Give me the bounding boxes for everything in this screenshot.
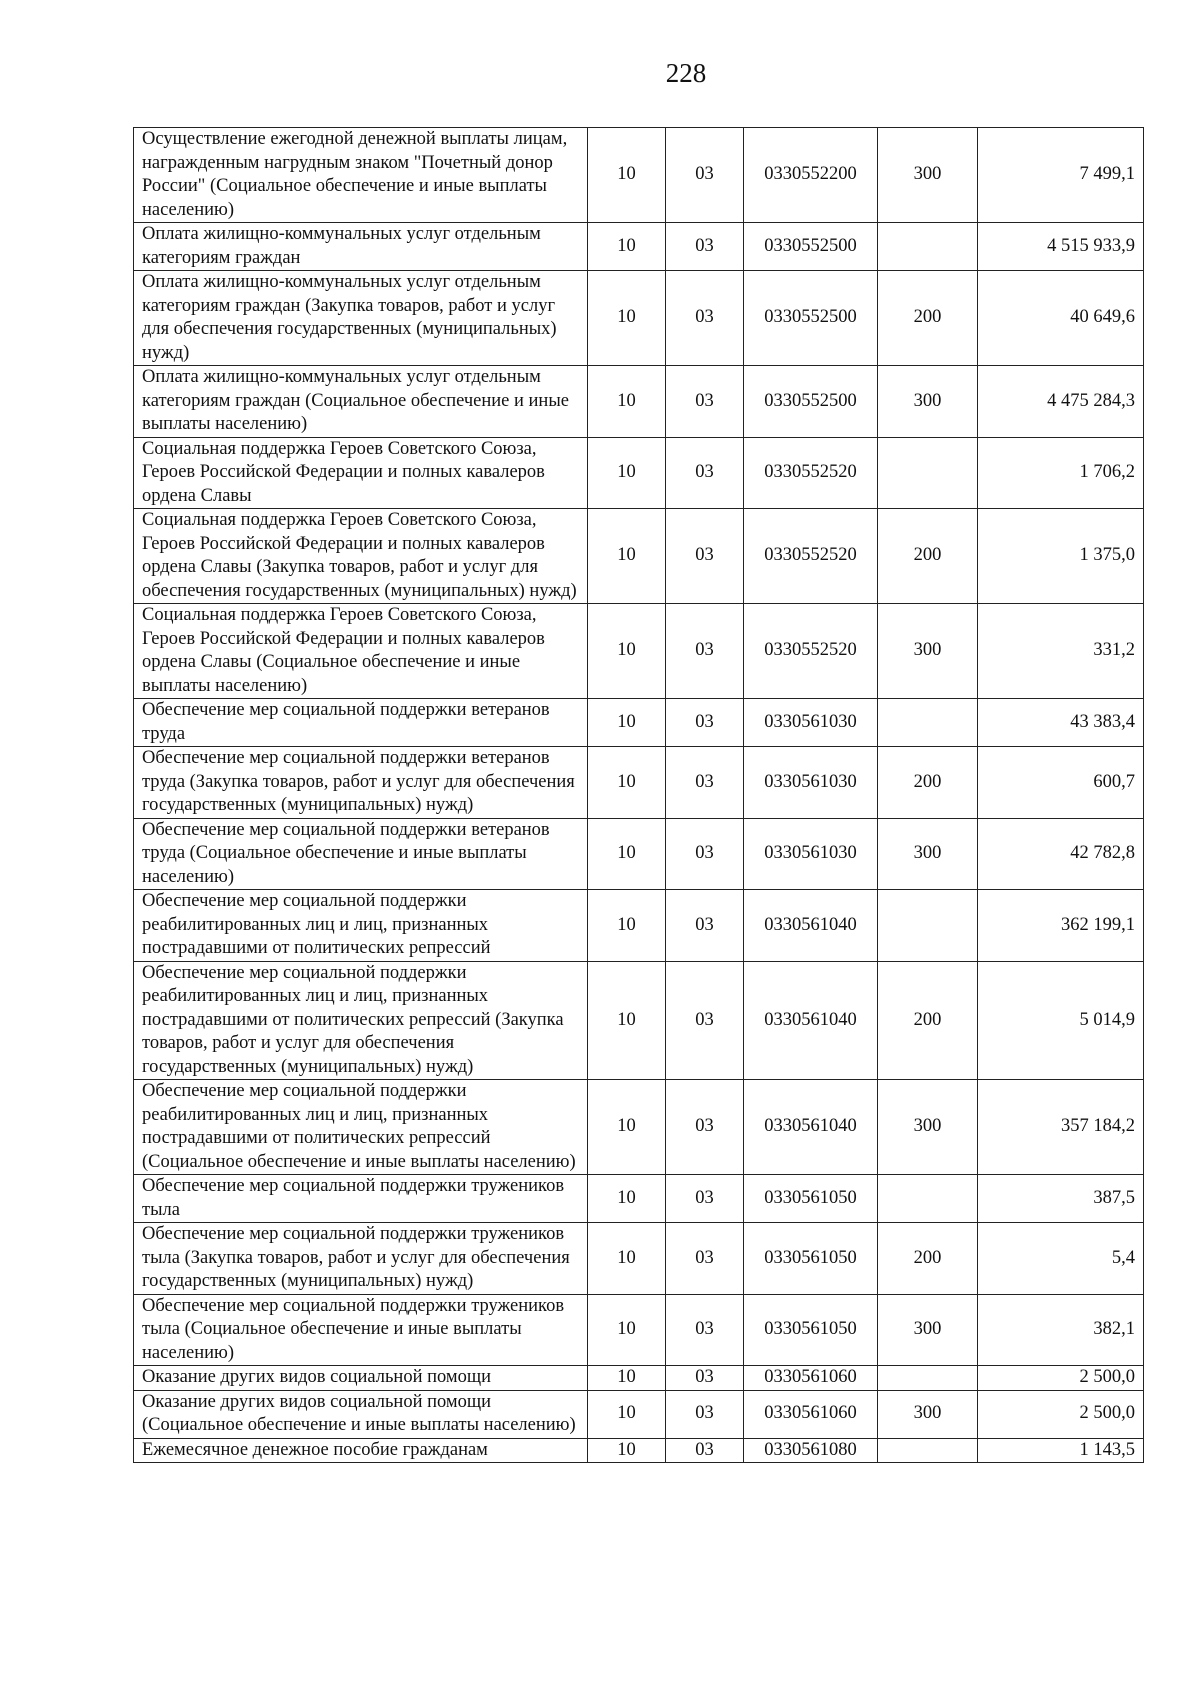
amount-cell: 43 383,4 [978,699,1144,747]
expense-type-cell [878,1366,978,1391]
target-article-cell: 0330561080 [744,1438,878,1463]
page-number: 228 [665,58,707,88]
amount-cell: 5 014,9 [978,961,1144,1080]
expense-name-cell: Обеспечение мер социальной поддержки ветеранов труда (Социальное обеспечение и иные выплаты населению) [134,818,588,890]
section-code-cell: 10 [588,699,666,747]
table-row [134,1223,1144,1295]
table-row [134,437,1144,509]
amount-cell: 7 499,1 [978,128,1144,223]
target-article-cell: 0330561030 [744,699,878,747]
expense-name-cell: Оплата жилищно-коммунальных услуг отдельным категориям граждан [134,223,588,271]
target-article-cell: 0330552520 [744,604,878,699]
section-code-cell: 10 [588,1366,666,1391]
expense-name-cell: Осуществление ежегодной денежной выплаты лицам, награжденным нагрудным знаком "Почетный донор России" (Социальное обеспечение и иные выплаты населению) [134,128,588,223]
target-article-cell: 0330561040 [744,961,878,1080]
target-article-cell: 0330561040 [744,890,878,962]
amount-cell: 2 500,0 [978,1366,1144,1391]
section-code-cell: 10 [588,128,666,223]
amount-cell: 1 706,2 [978,437,1144,509]
expense-type-cell: 300 [878,1294,978,1366]
subsection-code-cell: 03 [666,961,744,1080]
subsection-code-cell: 03 [666,1080,744,1175]
subsection-code-cell: 03 [666,604,744,699]
amount-cell: 387,5 [978,1175,1144,1223]
amount-cell: 331,2 [978,604,1144,699]
section-code-cell: 10 [588,437,666,509]
table-row [134,890,1144,962]
section-code-cell: 10 [588,604,666,699]
table-row [134,604,1144,699]
amount-cell: 382,1 [978,1294,1144,1366]
expense-name-cell: Обеспечение мер социальной поддержки реабилитированных лиц и лиц, признанных пострадавшими от политических репрессий (Социальное обеспечение и иные выплаты населению) [134,1080,588,1175]
expense-name-cell: Социальная поддержка Героев Советского Союза, Героев Российской Федерации и полных кавалеров ордена Славы (Закупка товаров, работ и услуг для обеспечения государственных (муниципальных) нужд) [134,509,588,604]
target-article-cell: 0330561030 [744,818,878,890]
expense-name-cell: Обеспечение мер социальной поддержки тружеников тыла [134,1175,588,1223]
amount-cell: 4 515 933,9 [978,223,1144,271]
section-code-cell: 10 [588,1080,666,1175]
expense-name-cell: Оказание других видов социальной помощи [134,1366,588,1391]
amount-cell: 2 500,0 [978,1390,1144,1438]
expense-name-cell: Оплата жилищно-коммунальных услуг отдельным категориям граждан (Социальное обеспечение и иные выплаты населению) [134,366,588,438]
table-row [134,128,1144,223]
amount-cell: 600,7 [978,747,1144,819]
expense-type-cell: 300 [878,604,978,699]
target-article-cell: 0330561050 [744,1294,878,1366]
expense-name-cell: Обеспечение мер социальной поддержки ветеранов труда (Закупка товаров, работ и услуг для обеспечения государственных (муниципальных) нужд) [134,747,588,819]
expense-name-cell: Обеспечение мер социальной поддержки тружеников тыла (Закупка товаров, работ и услуг для обеспечения государственных (муниципальных) нужд) [134,1223,588,1295]
table-row [134,818,1144,890]
budget-table-body [134,128,1144,1463]
expense-type-cell: 300 [878,1080,978,1175]
section-code-cell: 10 [588,1438,666,1463]
target-article-cell: 0330561060 [744,1390,878,1438]
expense-name-cell: Социальная поддержка Героев Советского Союза, Героев Российской Федерации и полных кавалеров ордена Славы (Социальное обеспечение и иные выплаты населению) [134,604,588,699]
target-article-cell: 0330561050 [744,1175,878,1223]
subsection-code-cell: 03 [666,128,744,223]
target-article-cell: 0330552500 [744,223,878,271]
amount-cell: 4 475 284,3 [978,366,1144,438]
subsection-code-cell: 03 [666,818,744,890]
expense-name-cell: Обеспечение мер социальной поддержки тружеников тыла (Социальное обеспечение и иные выплаты населению) [134,1294,588,1366]
amount-cell: 1 143,5 [978,1438,1144,1463]
section-code-cell: 10 [588,509,666,604]
expense-type-cell: 200 [878,961,978,1080]
expense-name-cell: Оказание других видов социальной помощи (Социальное обеспечение и иные выплаты населению) [134,1390,588,1438]
subsection-code-cell: 03 [666,1366,744,1391]
expense-type-cell [878,437,978,509]
amount-cell: 5,4 [978,1223,1144,1295]
subsection-code-cell: 03 [666,1223,744,1295]
subsection-code-cell: 03 [666,223,744,271]
expense-type-cell [878,1438,978,1463]
subsection-code-cell: 03 [666,1390,744,1438]
amount-cell: 357 184,2 [978,1080,1144,1175]
expense-type-cell [878,699,978,747]
amount-cell: 362 199,1 [978,890,1144,962]
section-code-cell: 10 [588,1390,666,1438]
expense-name-cell: Обеспечение мер социальной поддержки ветеранов труда [134,699,588,747]
table-row [134,1438,1144,1463]
table-row [134,747,1144,819]
section-code-cell: 10 [588,1223,666,1295]
section-code-cell: 10 [588,1175,666,1223]
expense-name-cell: Оплата жилищно-коммунальных услуг отдельным категориям граждан (Закупка товаров, работ и услуг для обеспечения государственных (муниципальных) нужд) [134,271,588,366]
table-row [134,271,1144,366]
expense-type-cell: 200 [878,509,978,604]
table-row [134,1175,1144,1223]
target-article-cell: 0330552500 [744,271,878,366]
amount-cell: 42 782,8 [978,818,1144,890]
amount-cell: 1 375,0 [978,509,1144,604]
expense-type-cell: 200 [878,1223,978,1295]
section-code-cell: 10 [588,271,666,366]
section-code-cell: 10 [588,890,666,962]
target-article-cell: 0330561050 [744,1223,878,1295]
table-row [134,961,1144,1080]
section-code-cell: 10 [588,366,666,438]
table-row [134,509,1144,604]
table-row [134,1080,1144,1175]
subsection-code-cell: 03 [666,747,744,819]
expense-name-cell: Ежемесячное денежное пособие гражданам [134,1438,588,1463]
subsection-code-cell: 03 [666,1294,744,1366]
subsection-code-cell: 03 [666,699,744,747]
subsection-code-cell: 03 [666,437,744,509]
section-code-cell: 10 [588,223,666,271]
expense-type-cell: 300 [878,1390,978,1438]
amount-cell: 40 649,6 [978,271,1144,366]
target-article-cell: 0330552200 [744,128,878,223]
subsection-code-cell: 03 [666,890,744,962]
table-row [134,1390,1144,1438]
section-code-cell: 10 [588,818,666,890]
table-row [134,1366,1144,1391]
budget-table [133,127,1144,1463]
target-article-cell: 0330561060 [744,1366,878,1391]
expense-type-cell: 200 [878,747,978,819]
target-article-cell: 0330561030 [744,747,878,819]
expense-type-cell: 300 [878,128,978,223]
target-article-cell: 0330552520 [744,437,878,509]
target-article-cell: 0330561040 [744,1080,878,1175]
table-row [134,223,1144,271]
table-row [134,1294,1144,1366]
subsection-code-cell: 03 [666,1438,744,1463]
expense-name-cell: Социальная поддержка Героев Советского Союза, Героев Российской Федерации и полных кавалеров ордена Славы [134,437,588,509]
expense-name-cell: Обеспечение мер социальной поддержки реабилитированных лиц и лиц, признанных пострадавшими от политических репрессий (Закупка товаров, работ и услуг для обеспечения государственных (муниципальных) нужд) [134,961,588,1080]
target-article-cell: 0330552520 [744,509,878,604]
subsection-code-cell: 03 [666,271,744,366]
section-code-cell: 10 [588,1294,666,1366]
expense-type-cell [878,223,978,271]
section-code-cell: 10 [588,747,666,819]
section-code-cell: 10 [588,961,666,1080]
expense-type-cell: 300 [878,818,978,890]
expense-type-cell [878,1175,978,1223]
expense-type-cell [878,890,978,962]
table-row [134,366,1144,438]
table-row [134,699,1144,747]
expense-type-cell: 300 [878,366,978,438]
subsection-code-cell: 03 [666,509,744,604]
expense-name-cell: Обеспечение мер социальной поддержки реабилитированных лиц и лиц, признанных пострадавшими от политических репрессий [134,890,588,962]
target-article-cell: 0330552500 [744,366,878,438]
expense-type-cell: 200 [878,271,978,366]
subsection-code-cell: 03 [666,1175,744,1223]
subsection-code-cell: 03 [666,366,744,438]
